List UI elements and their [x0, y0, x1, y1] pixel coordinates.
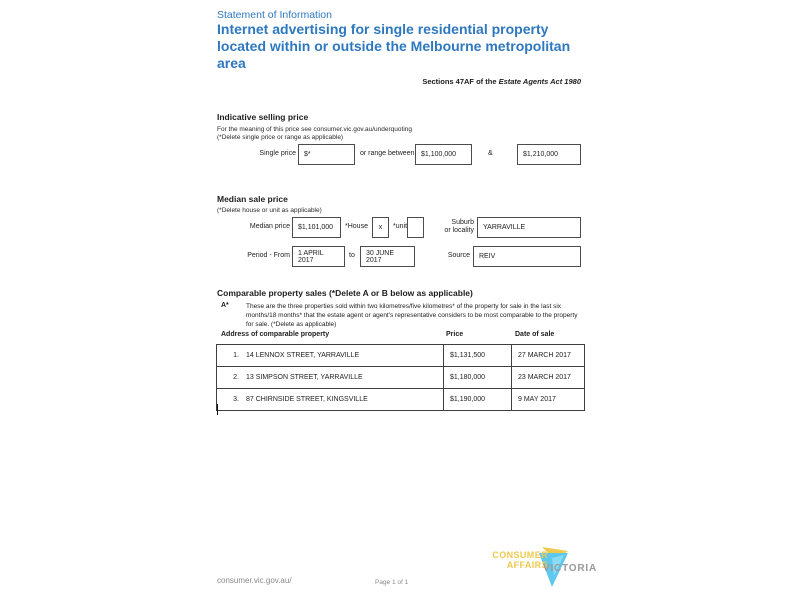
logo-affairs-text: AFFAIRS: [506, 560, 548, 570]
comparable-sales-heading: Comparable property sales (*Delete A or B below as applicable): [217, 288, 473, 298]
range-high-field[interactable]: $1,210,000: [517, 144, 581, 165]
address-text: 87 CHIRNSIDE STREET, KINGSVILLE: [246, 396, 368, 403]
suburb-field[interactable]: YARRAVILLE: [477, 217, 581, 238]
footer-url: consumer.vic.gov.au/: [217, 576, 292, 585]
cell-address: [217, 389, 444, 411]
table-row: [217, 389, 585, 411]
indicative-selling-price-heading: Indicative selling price: [217, 112, 309, 122]
suburb-label: [422, 219, 474, 235]
row-number: 3.: [233, 396, 239, 403]
house-checkbox-field[interactable]: x: [372, 217, 389, 238]
consumer-affairs-victoria-logo: [480, 545, 597, 589]
comparable-table-header: [216, 331, 584, 342]
address-text: 13 SIMPSON STREET, YARRAVILLE: [246, 374, 363, 381]
ampersand-label: &: [488, 150, 493, 157]
median-price-row: [217, 217, 585, 239]
single-price-field[interactable]: $*: [298, 144, 355, 165]
page-title: Internet advertising for single residential property located within or outside the Melbourne metropolitan area: [217, 21, 571, 71]
indicative-note-1: For the meaning of this price see consumer.vic.gov.au/underquoting: [217, 126, 412, 133]
indicative-note-2: (*Delete single price or range as applicable): [217, 134, 344, 141]
row-number: 2.: [233, 374, 239, 381]
median-price-label: Median price: [249, 223, 290, 230]
logo-consumer-text: CONSUMER: [492, 550, 548, 560]
period-to-field[interactable]: 30 JUNE 2017: [360, 246, 415, 267]
col-header-date: Date of sale: [515, 331, 555, 338]
median-sale-price-heading: Median sale price: [217, 194, 288, 204]
table-row: [217, 345, 585, 367]
source-field[interactable]: REIV: [473, 246, 581, 267]
suburb-label-line2: or locality: [444, 227, 474, 234]
median-note: (*Delete house or unit as applicable): [217, 207, 322, 214]
legislation-reference-prefix: Sections 47AF of the: [422, 77, 499, 86]
cell-price: $1,131,500: [444, 345, 512, 367]
cell-price: $1,190,000: [444, 389, 512, 411]
cell-address: [217, 345, 444, 367]
period-to-label: to: [349, 252, 355, 259]
clause-a-text: These are the three properties sold within two kilometres/five kilometres* of the property for sale in the last six months/18 months* that the estate agent or agent's representative considers to be most comparable to the property for sale. (*Delete as applicable): [246, 303, 578, 328]
range-low-field[interactable]: $1,100,000: [415, 144, 472, 165]
cell-date: 23 MARCH 2017: [512, 367, 585, 389]
col-header-price: Price: [446, 331, 464, 338]
single-price-label: Single price: [259, 150, 296, 157]
unit-label: *unit: [393, 223, 408, 230]
clause-a-marker: A*: [221, 302, 229, 309]
suburb-label-line1: Suburb: [451, 219, 474, 226]
cell-price: $1,180,000: [444, 367, 512, 389]
house-label: *House: [345, 223, 368, 230]
page-indicator: Page 1 of 1: [375, 579, 409, 586]
indicative-price-row: [217, 144, 585, 166]
cell-address: [217, 367, 444, 389]
cell-date: 9 MAY 2017: [512, 389, 585, 411]
row-number: 1.: [233, 352, 239, 359]
logo-victoria-text: VICTORIA: [543, 563, 597, 574]
text-cursor[interactable]: [217, 404, 218, 415]
range-between-label: or range between: [360, 150, 415, 157]
median-period-row: [217, 246, 585, 268]
median-price-field[interactable]: $1,101,000: [292, 217, 341, 238]
source-label: Source: [447, 252, 470, 259]
col-header-address: Address of comparable property: [221, 331, 330, 338]
table-row: [217, 367, 585, 389]
legislation-act-name: Estate Agents Act 1980: [498, 77, 581, 86]
document-eyebrow: Statement of Information: [217, 9, 332, 21]
period-from-label: Period - From: [247, 252, 290, 259]
cell-date: 27 MARCH 2017: [512, 345, 585, 367]
comparable-sales-table: [216, 344, 585, 411]
address-text: 14 LENNOX STREET, YARRAVILLE: [246, 352, 360, 359]
legislation-reference: [217, 77, 581, 86]
period-from-field[interactable]: 1 APRIL 2017: [292, 246, 345, 267]
